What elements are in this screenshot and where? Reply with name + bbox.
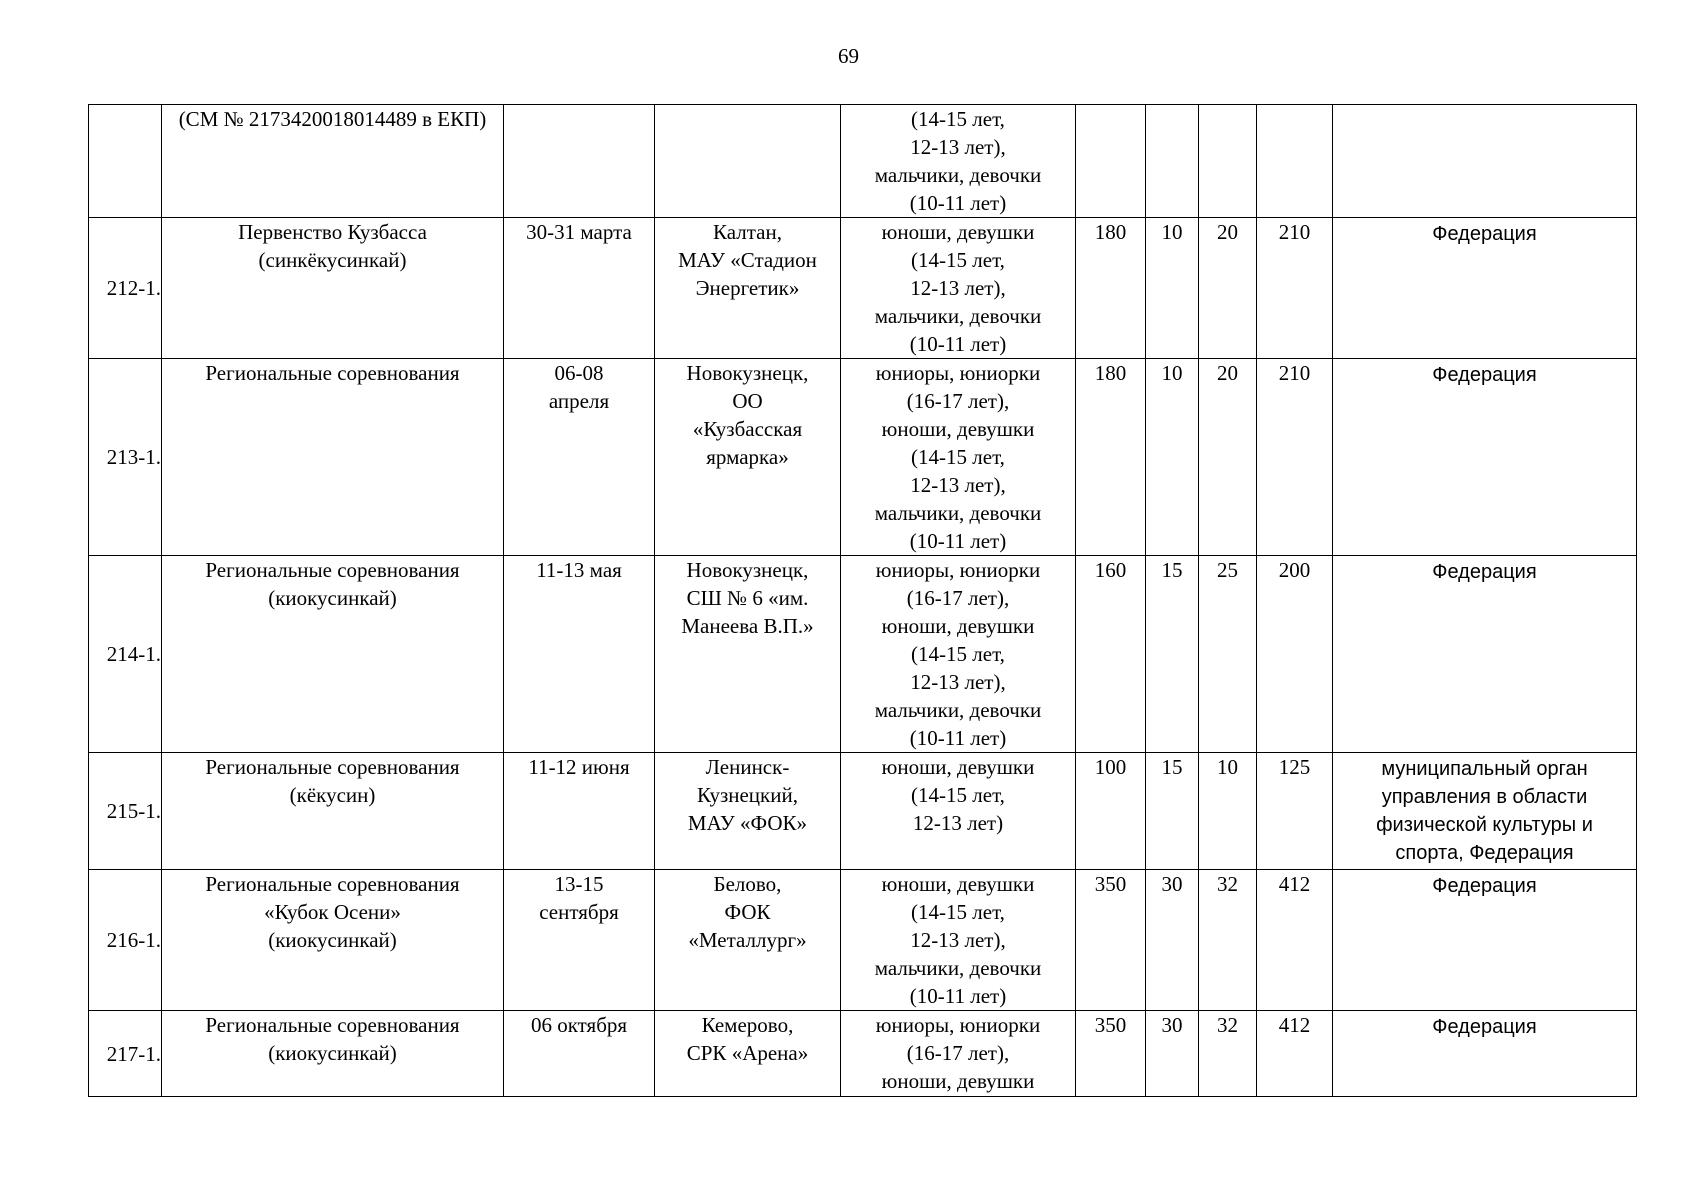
event-organizer: Федерация bbox=[1333, 359, 1637, 556]
event-name: Региональные соревнования «Кубок Осени» (киокусинкай) bbox=[162, 870, 504, 1011]
athletes-count: 180 bbox=[1076, 359, 1146, 556]
event-dates: 06 октября bbox=[504, 1011, 655, 1097]
event-dates: 11-12 июня bbox=[504, 753, 655, 870]
coaches-count bbox=[1146, 105, 1199, 218]
event-place: Ленинск- Кузнецкий, МАУ «ФОК» bbox=[655, 753, 841, 870]
event-name: Региональные соревнования (киокусинкай) bbox=[162, 556, 504, 753]
events-table bbox=[88, 104, 1637, 1097]
event-name: Региональные соревнования bbox=[162, 359, 504, 556]
total-count: 210 bbox=[1257, 359, 1333, 556]
event-dates: 13-15 сентября bbox=[504, 870, 655, 1011]
event-dates: 30-31 марта bbox=[504, 218, 655, 359]
event-participants: юниоры, юниорки (16-17 лет), юноши, девушки (14-15 лет, 12-13 лет), мальчики, девочки (10-11 лет) bbox=[841, 359, 1076, 556]
event-dates: 06-08 апреля bbox=[504, 359, 655, 556]
athletes-count bbox=[1076, 105, 1146, 218]
row-number: 215-1. bbox=[89, 753, 162, 870]
event-organizer: муниципальный орган управления в области физической культуры и спорта, Федерация bbox=[1333, 753, 1637, 870]
event-organizer: Федерация bbox=[1333, 556, 1637, 753]
event-participants: юноши, девушки (14-15 лет, 12-13 лет), мальчики, девочки (10-11 лет) bbox=[841, 218, 1076, 359]
table-row bbox=[89, 556, 1637, 753]
event-participants: юноши, девушки (14-15 лет, 12-13 лет), мальчики, девочки (10-11 лет) bbox=[841, 870, 1076, 1011]
table-row bbox=[89, 870, 1637, 1011]
table-row bbox=[89, 753, 1637, 870]
athletes-count: 350 bbox=[1076, 870, 1146, 1011]
row-number: 213-1. bbox=[89, 359, 162, 556]
event-name: (СМ № 2173420018014489 в ЕКП) bbox=[162, 105, 504, 218]
event-dates bbox=[504, 105, 655, 218]
table-row bbox=[89, 218, 1637, 359]
event-place: Новокузнецк, СШ № 6 «им. Манеева В.П.» bbox=[655, 556, 841, 753]
judges-count: 25 bbox=[1199, 556, 1257, 753]
row-number: 216-1. bbox=[89, 870, 162, 1011]
event-place bbox=[655, 105, 841, 218]
event-place: Новокузнецк, ОО «Кузбасская ярмарка» bbox=[655, 359, 841, 556]
total-count bbox=[1257, 105, 1333, 218]
athletes-count: 160 bbox=[1076, 556, 1146, 753]
row-number: 212-1. bbox=[89, 218, 162, 359]
event-place: Белово, ФОК «Металлург» bbox=[655, 870, 841, 1011]
event-organizer: Федерация bbox=[1333, 870, 1637, 1011]
judges-count: 10 bbox=[1199, 753, 1257, 870]
judges-count: 32 bbox=[1199, 870, 1257, 1011]
event-participants: юниоры, юниорки (16-17 лет), юноши, девушки (14-15 лет, 12-13 лет), мальчики, девочки (10-11 лет) bbox=[841, 556, 1076, 753]
total-count: 210 bbox=[1257, 218, 1333, 359]
event-participants: юниоры, юниорки (16-17 лет), юноши, девушки bbox=[841, 1011, 1076, 1097]
coaches-count: 15 bbox=[1146, 753, 1199, 870]
event-name: Региональные соревнования (киокусинкай) bbox=[162, 1011, 504, 1097]
judges-count: 20 bbox=[1199, 359, 1257, 556]
coaches-count: 10 bbox=[1146, 359, 1199, 556]
coaches-count: 30 bbox=[1146, 870, 1199, 1011]
event-participants: (14-15 лет, 12-13 лет), мальчики, девочки (10-11 лет) bbox=[841, 105, 1076, 218]
row-number: 217-1. bbox=[89, 1011, 162, 1097]
event-organizer: Федерация bbox=[1333, 1011, 1637, 1097]
event-name: Региональные соревнования (кёкусин) bbox=[162, 753, 504, 870]
event-dates: 11-13 мая bbox=[504, 556, 655, 753]
event-organizer bbox=[1333, 105, 1637, 218]
total-count: 125 bbox=[1257, 753, 1333, 870]
judges-count bbox=[1199, 105, 1257, 218]
table-row bbox=[89, 105, 1637, 218]
event-place: Калтан, МАУ «Стадион Энергетик» bbox=[655, 218, 841, 359]
total-count: 412 bbox=[1257, 1011, 1333, 1097]
judges-count: 20 bbox=[1199, 218, 1257, 359]
event-participants: юноши, девушки (14-15 лет, 12-13 лет) bbox=[841, 753, 1076, 870]
athletes-count: 180 bbox=[1076, 218, 1146, 359]
judges-count: 32 bbox=[1199, 1011, 1257, 1097]
page-number: 69 bbox=[838, 44, 859, 68]
table-row bbox=[89, 359, 1637, 556]
event-place: Кемерово, СРК «Арена» bbox=[655, 1011, 841, 1097]
row-number bbox=[89, 105, 162, 218]
event-name: Первенство Кузбасса (синкёкусинкай) bbox=[162, 218, 504, 359]
coaches-count: 15 bbox=[1146, 556, 1199, 753]
row-number: 214-1. bbox=[89, 556, 162, 753]
coaches-count: 30 bbox=[1146, 1011, 1199, 1097]
coaches-count: 10 bbox=[1146, 218, 1199, 359]
athletes-count: 100 bbox=[1076, 753, 1146, 870]
table-row bbox=[89, 1011, 1637, 1097]
total-count: 200 bbox=[1257, 556, 1333, 753]
total-count: 412 bbox=[1257, 870, 1333, 1011]
athletes-count: 350 bbox=[1076, 1011, 1146, 1097]
event-organizer: Федерация bbox=[1333, 218, 1637, 359]
